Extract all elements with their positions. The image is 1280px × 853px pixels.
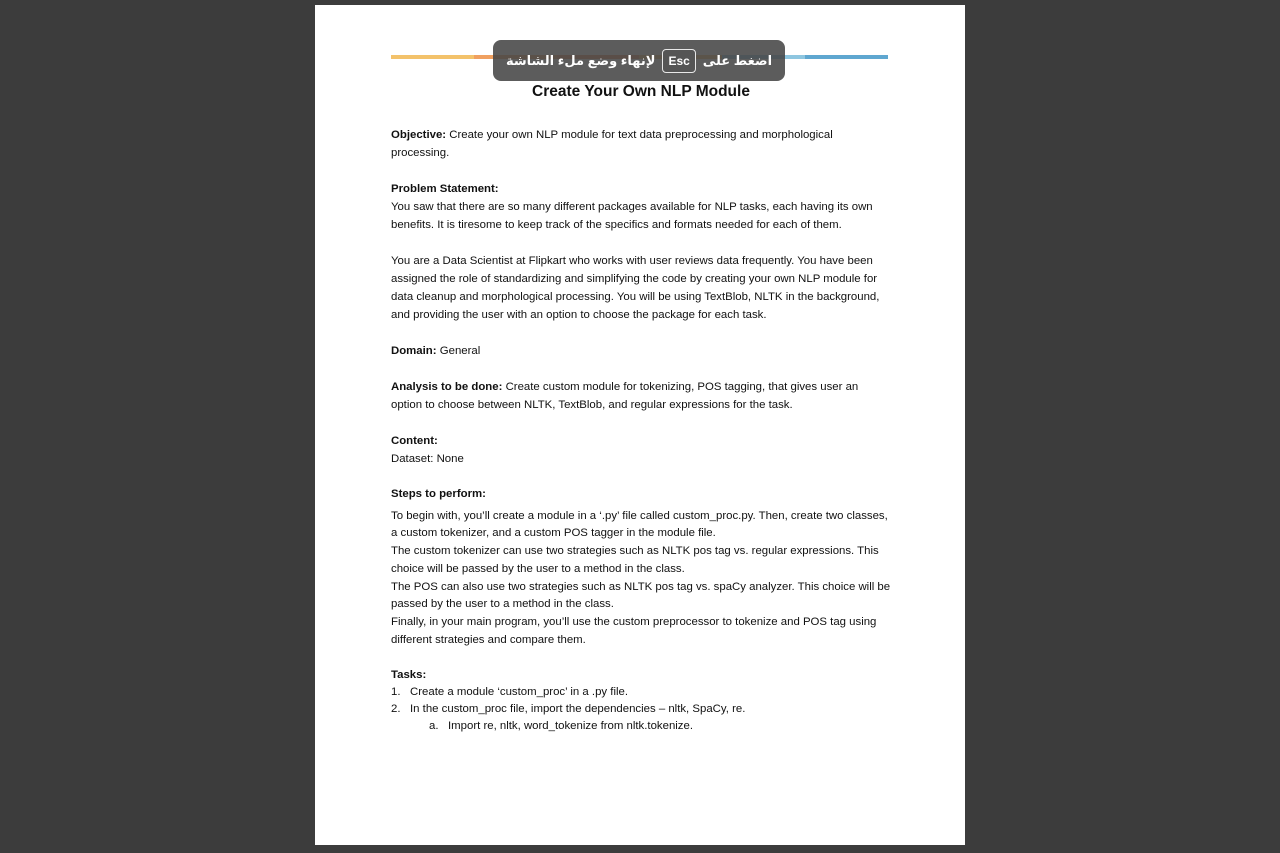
task-subitem [391,718,891,735]
task-number: 1. [391,686,401,699]
accent-segment [805,55,888,59]
document-title: Create Your Own NLP Module [532,83,750,100]
analysis-text: Create custom module for tokenizing, POS tagging, that gives user an option to choose between NLTK, TextBlob, and regular expressions for the task. [391,381,859,411]
steps-line: To begin with, you’ll create a module in a ‘.py’ file called custom_proc.py. Then, create two classes, a custom tokenizer, and a custom POS tagger in the module file. [391,509,888,540]
task-text: In the custom_proc file, import the dependencies – nltk, SpaCy, re. [410,703,746,716]
objective-text: Create your own NLP module for text data preprocessing and morphological processing. [391,129,833,159]
content-label-line [391,432,891,450]
tasks-label: Tasks: [391,669,427,682]
hint-exit-text: لإنهاء وضع ملء الشاشة [505,52,656,68]
esc-key-badge: Esc [662,49,695,73]
task-text: Create a module ‘custom_proc’ in a .py file. [410,686,629,699]
hint-press-text: اضغط على [702,52,773,68]
subtask-text: Import re, nltk, word_tokenize from nltk.tokenize. [448,720,693,733]
task-item [391,684,891,701]
steps-line: The custom tokenizer can use two strategies such as NLTK pos tag vs. regular expressions. This choice will be passed by the user to a method in the class. [391,545,879,575]
document-content [391,82,891,735]
problem-statement-label: Problem Statement: [391,183,499,195]
document-page [315,5,965,845]
domain-label: Domain: [391,345,437,357]
tasks-section [391,667,891,735]
content-label: Content: [391,435,438,447]
steps-section [391,486,891,649]
domain-text: General [436,345,481,357]
task-number: 2. [391,703,401,716]
task-item [391,701,891,718]
steps-label: Steps to perform: [391,488,486,500]
analysis-label: Analysis to be done: [391,381,503,393]
problem-statement-label-line [391,180,891,198]
tasks-label-line [391,667,891,684]
objective-paragraph [391,126,891,162]
steps-label-line [391,486,891,504]
accent-segment [391,55,474,59]
problem-statement-p1: You saw that there are so many different packages available for NLP tasks, each having its own benefits. It is tiresome to keep track of the specifics and formats needed for each of them. [391,201,873,231]
dataset-line: Dataset: None [391,453,464,465]
subtask-letter: a. [429,720,439,733]
steps-line: The POS can also use two strategies such as NLTK pos tag vs. spaCy analyzer. This choice will be passed by the user to a method in the class. [391,580,891,611]
fullscreen-exit-hint [493,40,785,81]
objective-label: Objective: [391,129,447,141]
analysis-paragraph [391,378,891,414]
steps-line: Finally, in your main program, you’ll use the custom preprocessor to tokenize and POS tag using different strategies and compare them. [391,615,877,646]
domain-paragraph [391,342,891,360]
problem-statement-p2: You are a Data Scientist at Flipkart who works with user reviews data frequently. You have been assigned the role of standardizing and simplifying the code by creating your own NLP module for data cleanup and morphological processing. You will be using TextBlob, NLTK in the background, and providing the user with an option to choose the package for each task. [391,255,880,321]
